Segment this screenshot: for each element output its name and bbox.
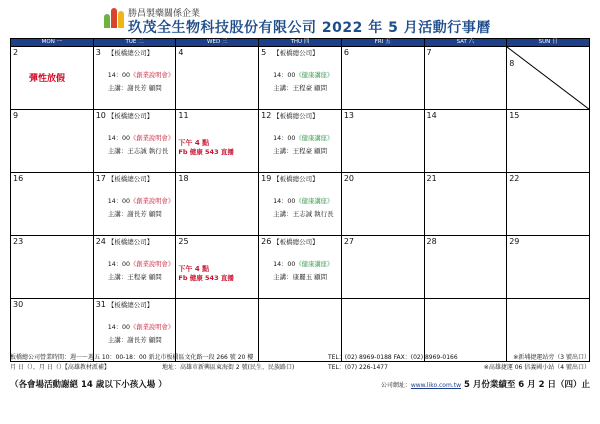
live-time: 下午 4 點 bbox=[178, 265, 210, 273]
day-number: 26 bbox=[261, 237, 272, 246]
host-line: 主講：謝長芳 顧問 bbox=[107, 336, 162, 344]
event-line: 14：00《創業說明會》 bbox=[107, 72, 175, 79]
day-cell bbox=[93, 236, 176, 299]
day-cell bbox=[11, 173, 94, 236]
live-show: Fb 健康 543 直播 bbox=[178, 148, 234, 156]
website-link[interactable]: www.liko.com.tw bbox=[410, 382, 461, 389]
event-line: 14：00《健康講座》 bbox=[273, 198, 334, 205]
venue-label: 【板橋總公司】 bbox=[107, 238, 154, 246]
day-number: 28 bbox=[426, 237, 437, 246]
day-number: 20 bbox=[343, 174, 354, 183]
event-line: 14：00《創業說明會》 bbox=[107, 324, 175, 331]
age-restriction-note: （各會場活動謝絕 14 歲以下小孩入場 ） bbox=[10, 380, 167, 390]
day-number: 22 bbox=[509, 174, 520, 183]
day-cell bbox=[93, 110, 176, 173]
live-time: 下午 4 點 bbox=[178, 139, 210, 147]
performance-deadline bbox=[381, 378, 590, 390]
day-number: 17 bbox=[95, 174, 106, 183]
day-cell bbox=[341, 110, 424, 173]
week-row bbox=[11, 173, 590, 236]
day-number: 6 bbox=[343, 48, 349, 57]
day-number: 13 bbox=[343, 111, 354, 120]
host-line: 主講：王程豪 顧問 bbox=[107, 273, 162, 281]
day-cell bbox=[424, 236, 507, 299]
weekday-header-row bbox=[11, 39, 590, 47]
host-line: 主講：康麗玉 顧問 bbox=[273, 273, 328, 281]
live-show: Fb 健康 543 直播 bbox=[178, 274, 234, 282]
day-number: 9 bbox=[13, 111, 19, 120]
website-label: 公司網址： bbox=[380, 382, 411, 389]
parent-company-label: 勝昌製藥關係企業 bbox=[128, 9, 201, 19]
event-line: 14：00《創業說明會》 bbox=[107, 135, 175, 142]
company-logo bbox=[104, 6, 124, 30]
page-title: 玖茂全生物科技股份有限公司 2022 年 5 月活動行事曆 bbox=[128, 20, 491, 36]
day-number: 23 bbox=[13, 237, 24, 246]
day-number: 14 bbox=[426, 111, 437, 120]
week-row bbox=[11, 236, 590, 299]
host-line: 主講：王程豪 顧問 bbox=[273, 147, 328, 155]
day-cell bbox=[259, 110, 342, 173]
weekday-fri: FRI 五 bbox=[341, 39, 424, 47]
weekday-wed: WED 三 bbox=[176, 39, 259, 47]
day-number: 24 bbox=[95, 237, 106, 246]
venue-label: 【板橋總公司】 bbox=[273, 49, 319, 57]
kaohsiung-transit: ※高雄捷運 06 信義國小站（4 號出口） bbox=[483, 364, 590, 371]
day-number: 27 bbox=[343, 237, 354, 246]
day-cell bbox=[176, 110, 259, 173]
day-number: 18 bbox=[178, 174, 189, 183]
event-line: 14：00《創業說明會》 bbox=[107, 198, 175, 205]
day-cell bbox=[507, 173, 590, 236]
day-cell bbox=[507, 110, 590, 173]
event-line: 14：00《健康講座》 bbox=[273, 261, 334, 268]
event-line: 14：00《創業說明會》 bbox=[107, 261, 175, 268]
day-number: 4 bbox=[178, 48, 184, 57]
venue-label: 【板橋總公司】 bbox=[273, 175, 319, 183]
page-header bbox=[0, 0, 600, 40]
day-cell bbox=[176, 173, 259, 236]
venue-label: 【板橋總公司】 bbox=[107, 112, 154, 120]
day-number: 25 bbox=[178, 237, 189, 246]
kaohsiung-address: 地址：高雄市新興區東海街 2 號(民生、民族路口) bbox=[162, 364, 295, 371]
day-number: 8 bbox=[509, 59, 515, 68]
venue-label: 【板橋總公司】 bbox=[107, 49, 154, 57]
week-row bbox=[11, 110, 590, 173]
hq-hours: 板橋總公司營業時間：週一～週五 10：00-18：00 新北市板橋區文化路一段 266 號 20 樓 bbox=[10, 354, 254, 361]
venue-label: 【板橋總公司】 bbox=[107, 301, 154, 309]
day-cell bbox=[93, 173, 176, 236]
event-line: 14：00《健康講座》 bbox=[273, 72, 334, 79]
day-cell bbox=[259, 236, 342, 299]
day-cell bbox=[259, 47, 342, 110]
day-number: 16 bbox=[13, 174, 24, 183]
host-line: 主講：王程豪 顧問 bbox=[273, 84, 328, 92]
hq-transit: ※新埔捷運站旁（3 號出口） bbox=[513, 354, 590, 361]
day-number: 19 bbox=[261, 174, 272, 183]
day-number: 31 bbox=[95, 300, 106, 309]
event-line: 14：00《健康講座》 bbox=[273, 135, 334, 142]
day-cell bbox=[11, 47, 94, 110]
weekday-tue: TUE 二 bbox=[93, 39, 176, 47]
kaohsiung-phone: TEL：(07) 226-1477 bbox=[328, 364, 388, 371]
weekday-mon: MON 一 bbox=[11, 39, 94, 47]
holiday-label: 彈性放假 bbox=[29, 74, 66, 84]
day-cell bbox=[341, 236, 424, 299]
weekday-sat: SAT 六 bbox=[424, 39, 507, 47]
day-cell bbox=[424, 173, 507, 236]
weekday-sun: SUN 日 bbox=[507, 39, 590, 47]
diagonal-divider bbox=[507, 47, 589, 109]
kaohsiung-dates: 月 日（）、月 日（）【高雄教材派補】 bbox=[10, 364, 110, 371]
day-cell bbox=[507, 47, 590, 110]
day-cell bbox=[176, 236, 259, 299]
day-number: 3 bbox=[95, 48, 101, 57]
calendar-grid bbox=[10, 38, 590, 362]
venue-label: 【板橋總公司】 bbox=[273, 112, 319, 120]
day-number: 21 bbox=[426, 174, 437, 183]
day-number: 10 bbox=[95, 111, 106, 120]
day-number: 30 bbox=[13, 300, 24, 309]
host-line: 主講：謝長芳 顧問 bbox=[107, 84, 162, 92]
day-cell bbox=[507, 236, 590, 299]
venue-label: 【板橋總公司】 bbox=[107, 175, 154, 183]
day-number: 2 bbox=[13, 48, 19, 57]
day-cell bbox=[341, 47, 424, 110]
day-cell bbox=[259, 173, 342, 236]
day-cell bbox=[11, 236, 94, 299]
hq-phone: TEL：(02) 8969-0188 FAX：(02) 8969-0166 bbox=[328, 354, 458, 361]
host-line: 主講：王志誠 執行長 bbox=[273, 210, 334, 218]
venue-label: 【板橋總公司】 bbox=[273, 238, 319, 246]
day-cell bbox=[424, 110, 507, 173]
day-cell bbox=[341, 173, 424, 236]
day-cell bbox=[93, 47, 176, 110]
day-cell bbox=[176, 47, 259, 110]
day-number: 11 bbox=[178, 111, 189, 120]
day-number: 7 bbox=[426, 48, 432, 57]
day-number: 29 bbox=[509, 237, 520, 246]
day-number: 15 bbox=[509, 111, 520, 120]
day-number: 5 bbox=[261, 48, 267, 57]
day-cell bbox=[424, 47, 507, 110]
day-number: 12 bbox=[261, 111, 272, 120]
day-cell bbox=[11, 110, 94, 173]
host-line: 主講：王志誠 執行長 bbox=[107, 147, 169, 155]
host-line: 主講：謝長芳 顧問 bbox=[107, 210, 162, 218]
deadline-text: 5 月份業績至 6 月 2 日（四）止 bbox=[463, 380, 590, 390]
weekday-thu: THU 四 bbox=[259, 39, 342, 47]
week-row bbox=[11, 47, 590, 110]
